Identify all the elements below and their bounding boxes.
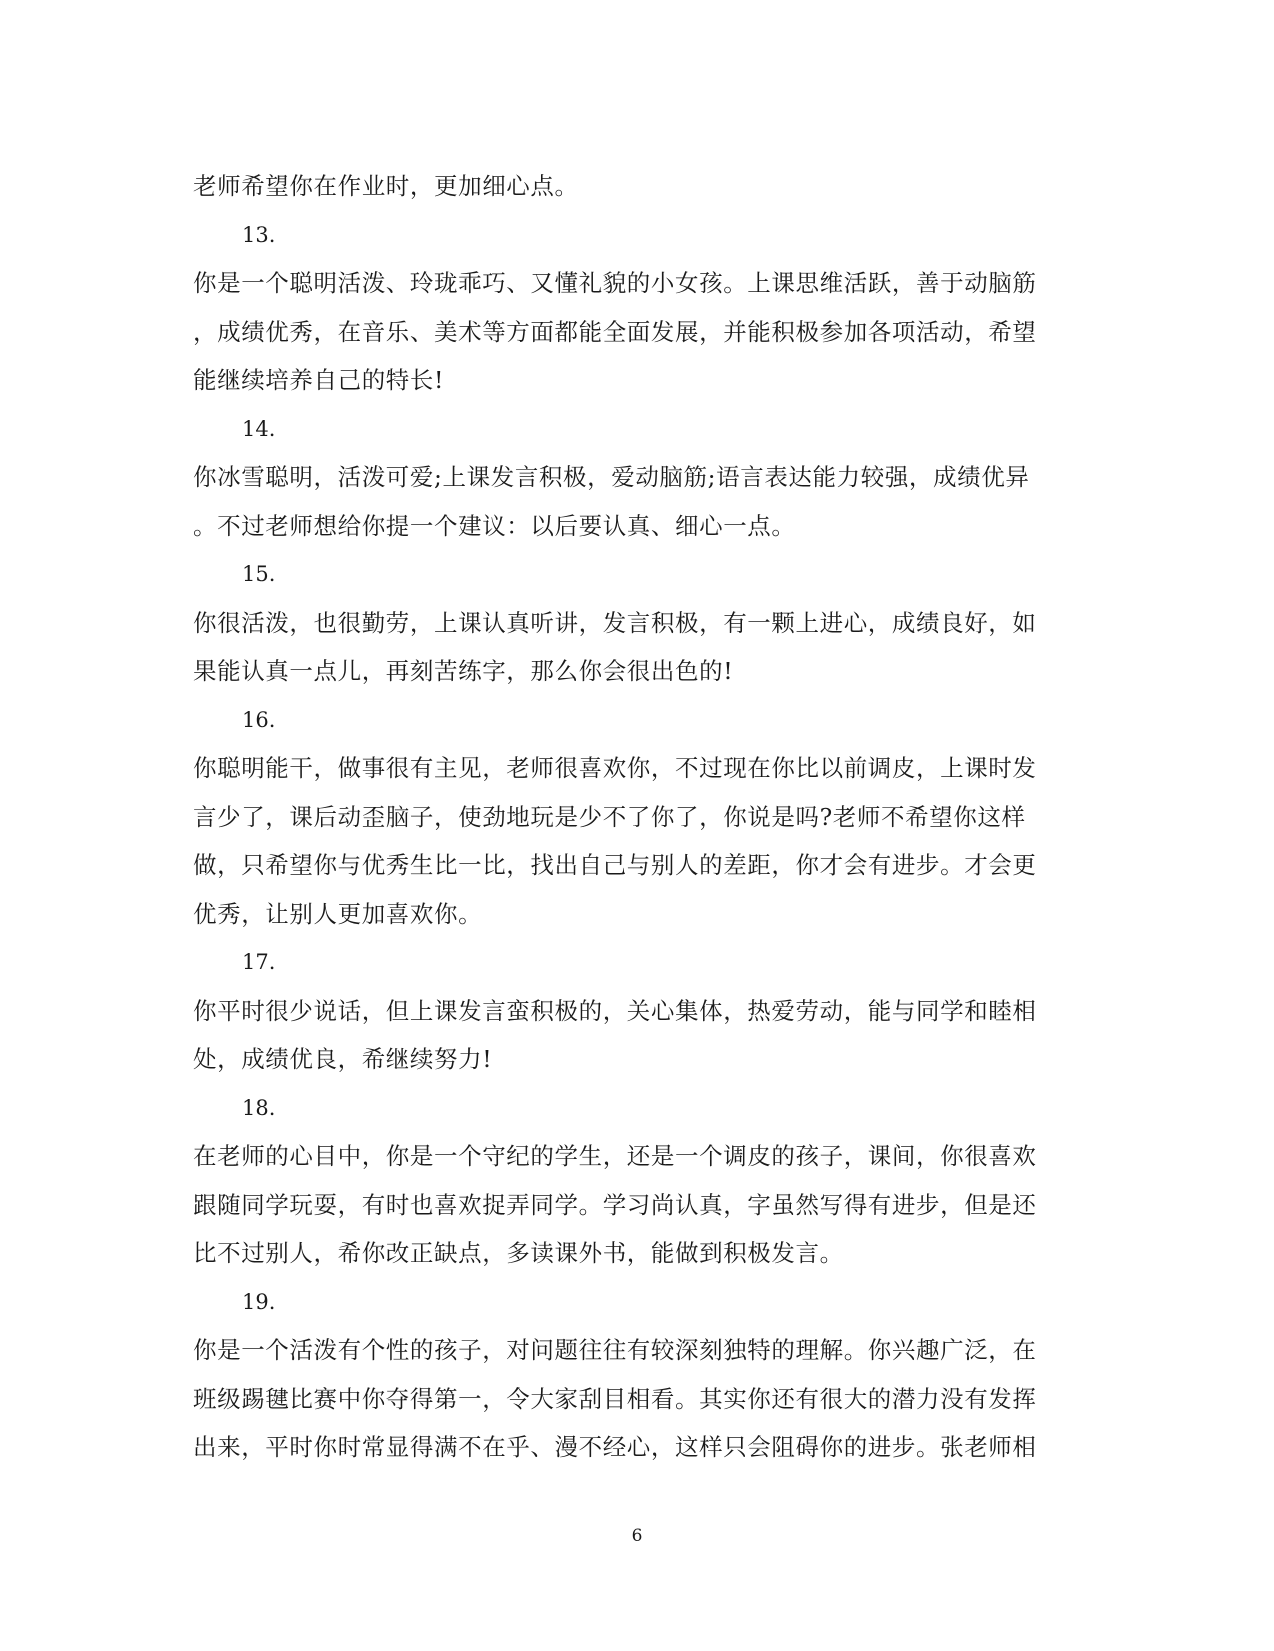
item-number: 17.	[242, 950, 276, 974]
paragraph-line: 处，成绩优良，希继续努力!	[193, 1045, 493, 1073]
paragraph-line: 比不过别人，希你改正缺点，多读课外书，能做到积极发言。	[193, 1239, 844, 1267]
paragraph-line: 你聪明能干，做事很有主见，老师很喜欢你，不过现在你比以前调皮，上课时发	[193, 754, 1037, 782]
paragraph-line: 你很活泼，也很勤劳，上课认真听讲，发言积极，有一颗上进心，成绩良好，如	[193, 608, 1037, 637]
item-number: 15.	[242, 562, 276, 586]
item-number: 14.	[242, 416, 276, 441]
paragraph-line: 你冰雪聪明，活泼可爱;上课发言积极，爱动脑筋;语言表达能力较强，成绩优异	[193, 463, 1030, 491]
paragraph-line: 做，只希望你与优秀生比一比，找出自己与别人的差距，你才会有进步。才会更	[193, 851, 1037, 879]
paragraph-line: 。不过老师想给你提一个建议：以后要认真、细心一点。	[193, 511, 796, 540]
page-number: 6	[631, 1526, 643, 1546]
paragraph-line: 你是一个聪明活泼、玲珑乖巧、又懂礼貌的小女孩。上课思维活跃，善于动脑筋	[193, 269, 1037, 297]
paragraph-line: 你是一个活泼有个性的孩子，对问题往往有较深刻独特的理解。你兴趣广泛，在	[193, 1336, 1037, 1364]
item-number: 13.	[242, 222, 276, 247]
paragraph-line: 能继续培养自己的特长!	[193, 366, 445, 394]
item-number: 16.	[242, 707, 276, 732]
paragraph-line: 出来，平时你时常显得满不在乎、漫不经心，这样只会阻碍你的进步。张老师相	[193, 1433, 1037, 1461]
paragraph-line: 老师希望你在作业时，更加细心点。	[193, 172, 579, 200]
paragraph-line: 优秀，让别人更加喜欢你。	[193, 899, 483, 928]
paragraph-line: 在老师的心目中，你是一个守纪的学生，还是一个调皮的孩子，课间，你很喜欢	[193, 1142, 1037, 1170]
item-number: 18.	[242, 1095, 276, 1120]
paragraph-line: 果能认真一点儿，再刻苦练字，那么你会很出色的!	[193, 657, 734, 685]
paragraph-line: ，成绩优秀，在音乐、美术等方面都能全面发展，并能积极参加各项活动，希望	[193, 317, 1037, 346]
paragraph-line: 跟随同学玩耍，有时也喜欢捉弄同学。学习尚认真，字虽然写得有进步，但是还	[193, 1190, 1037, 1219]
item-number: 19.	[242, 1289, 276, 1314]
document-body	[193, 162, 1067, 1472]
paragraph-line: 你平时很少说话，但上课发言蛮积极的，关心集体，热爱劳动，能与同学和睦相	[193, 996, 1037, 1025]
paragraph-line: 班级踢毽比赛中你夺得第一，令大家刮目相看。其实你还有很大的潜力没有发挥	[193, 1384, 1037, 1413]
paragraph-line: 言少了，课后动歪脑子，使劲地玩是少不了你了，你说是吗?老师不希望你这样	[193, 802, 1026, 831]
